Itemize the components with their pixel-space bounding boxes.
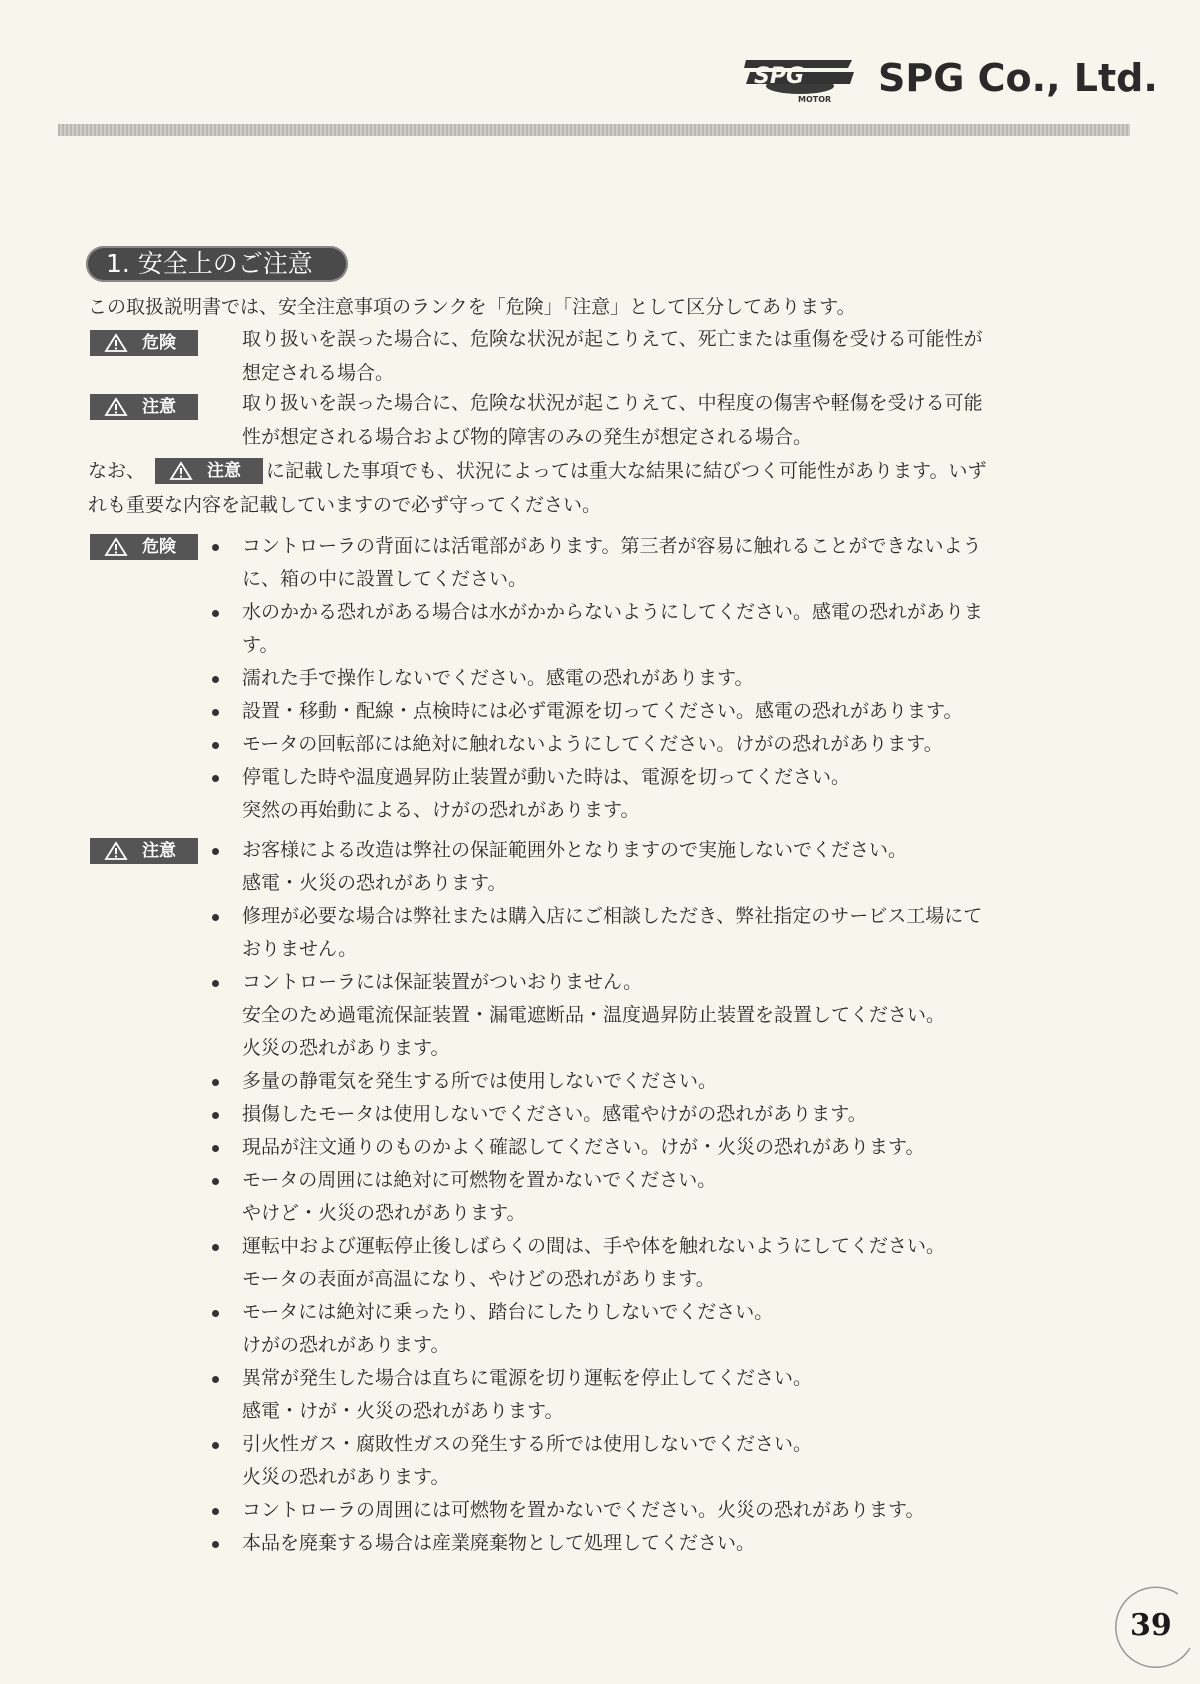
- list-item-line: お客様による改造は弊社の保証範囲外となりますので実施しないでください。: [242, 839, 908, 861]
- bullet: [212, 1145, 219, 1152]
- list-item-line: 水のかかる恐れがある場合は水がかからないようにしてください。感電の恐れがありま: [242, 601, 984, 623]
- badge-label: 危険: [142, 333, 176, 353]
- danger-badge: [90, 534, 198, 560]
- bullet: [212, 709, 219, 716]
- caution-badge: [90, 394, 198, 420]
- danger-badge: [90, 330, 198, 356]
- bullet: [212, 980, 219, 987]
- header-rule: [58, 124, 1130, 136]
- bullet: [212, 775, 219, 782]
- list-item-line: モータには絶対に乗ったり、踏台にしたりしないでください。: [242, 1301, 774, 1323]
- danger-definition-line: 想定される場合。: [242, 362, 395, 384]
- list-item-line: 現品が注文通りのものかよく確認してください。けが・火災の恐れがあります。: [242, 1136, 925, 1158]
- warning-triangle-icon: [104, 397, 128, 417]
- list-item-line: 本品を廃棄する場合は産業廃棄物として処理してください。: [242, 1532, 756, 1554]
- warning-triangle-icon: [104, 333, 128, 353]
- intro-line: この取扱説明書では、安全注意事項のランクを「危険」「注意」として区分してあります。: [88, 296, 856, 318]
- note-prefix: なお、: [88, 460, 146, 482]
- bullet: [212, 1112, 219, 1119]
- list-item-line: 修理が必要な場合は弊社または購入店にご相談しただき、弊社指定のサービス工場にて: [242, 905, 983, 927]
- list-item-line: おりません。: [242, 938, 358, 960]
- bullet: [212, 1442, 219, 1449]
- list-item-line: 引火性ガス・腐敗性ガスの発生する所では使用しないでください。: [242, 1433, 813, 1455]
- bullet: [212, 676, 219, 683]
- warning-triangle-icon: [104, 841, 128, 861]
- bullet: [212, 1310, 219, 1317]
- bullet: [212, 544, 219, 551]
- list-item-line: 異常が発生した場合は直ちに電源を切り運転を停止してください。: [242, 1367, 813, 1389]
- note-line: れも重要な内容を記載していますので必ず守ってください。: [88, 494, 602, 516]
- badge-label: 注意: [142, 397, 176, 417]
- list-item-line: 停電した時や温度過昇防止装置が動いた時は、電源を切ってください。: [242, 766, 851, 788]
- logo-text: SPG: [754, 64, 805, 89]
- badge-label: 注意: [207, 461, 241, 481]
- caution-definition-line: 性が想定される場合および物的障害のみの発生が想定される場合。: [242, 426, 813, 448]
- bullet: [212, 1508, 219, 1515]
- list-item-line: モータの周囲には絶対に可燃物を置かないでください。: [242, 1169, 717, 1191]
- list-item-line: 多量の静電気を発生する所では使用しないでください。: [242, 1070, 718, 1092]
- list-item-line: けがの恐れがあります。: [242, 1334, 450, 1356]
- bullet: [212, 1376, 219, 1383]
- bullet: [212, 1079, 219, 1086]
- list-item-line: コントローラの周囲には可燃物を置かないでください。火災の恐れがあります。: [242, 1499, 925, 1521]
- bullet: [212, 1541, 219, 1548]
- page-number: 39: [1130, 1608, 1172, 1643]
- bullet: [212, 1244, 219, 1251]
- caution-badge: [90, 838, 198, 864]
- list-item-line: に、箱の中に設置してください。: [242, 568, 528, 590]
- list-item-line: 運転中および運転停止後しばらくの間は、手や体を触れないようにしてください。: [242, 1235, 946, 1257]
- list-item-line: コントローラには保証装置がついおりません。: [242, 971, 643, 993]
- caution-definition-line: 取り扱いを誤った場合に、危険な状況が起こりえて、中程度の傷害や軽傷を受ける可能: [242, 392, 983, 414]
- list-item-line: 火災の恐れがあります。: [242, 1466, 450, 1488]
- section-title: 1. 安全上のご注意: [86, 246, 348, 282]
- list-item-line: やけど・火災の恐れがあります。: [242, 1202, 526, 1224]
- badge-label: 注意: [142, 841, 176, 861]
- bullet: [212, 742, 219, 749]
- bullet: [212, 848, 219, 855]
- note-line: に記載した事項でも、状況によっては重大な結果に結びつく可能性があります。いず: [266, 460, 987, 482]
- list-item-line: モータの表面が高温になり、やけどの恐れがあります。: [242, 1268, 715, 1290]
- list-item-line: す。: [242, 634, 279, 656]
- company-name: SPG Co., Ltd.: [878, 56, 1158, 100]
- list-item-line: コントローラの背面には活電部があります。第三者が容易に触れることができないよう: [242, 535, 982, 557]
- badge-label: 危険: [142, 537, 176, 557]
- list-item-line: 火災の恐れがあります。: [242, 1037, 450, 1059]
- list-item-line: 設置・移動・配線・点検時には必ず電源を切ってください。感電の恐れがあります。: [242, 700, 963, 722]
- list-item-line: 突然の再始動による、けがの恐れがあります。: [242, 799, 640, 821]
- bullet: [212, 1178, 219, 1185]
- spg-logo: [740, 52, 858, 110]
- list-item-line: 濡れた手で操作しないでください。感電の恐れがあります。: [242, 667, 754, 689]
- list-item-line: 感電・けが・火災の恐れがあります。: [242, 1400, 564, 1422]
- list-item-line: モータの回転部には絶対に触れないようにしてください。けがの恐れがあります。: [242, 733, 943, 755]
- danger-definition-line: 取り扱いを誤った場合に、危険な状況が起こりえて、死亡または重傷を受ける可能性が: [242, 328, 983, 350]
- warning-triangle-icon: [169, 461, 193, 481]
- list-item-line: 安全のため過電流保証装置・漏電遮断品・温度過昇防止装置を設置してください。: [242, 1004, 946, 1026]
- caution-badge-inline: [155, 458, 263, 484]
- list-item-line: 損傷したモータは使用しないでください。感電やけがの恐れがあります。: [242, 1103, 867, 1125]
- list-item-line: 感電・火災の恐れがあります。: [242, 872, 507, 894]
- warning-triangle-icon: [104, 537, 128, 557]
- bullet: [212, 610, 219, 617]
- bullet: [212, 914, 219, 921]
- logo-subtext: MOTOR: [798, 95, 832, 104]
